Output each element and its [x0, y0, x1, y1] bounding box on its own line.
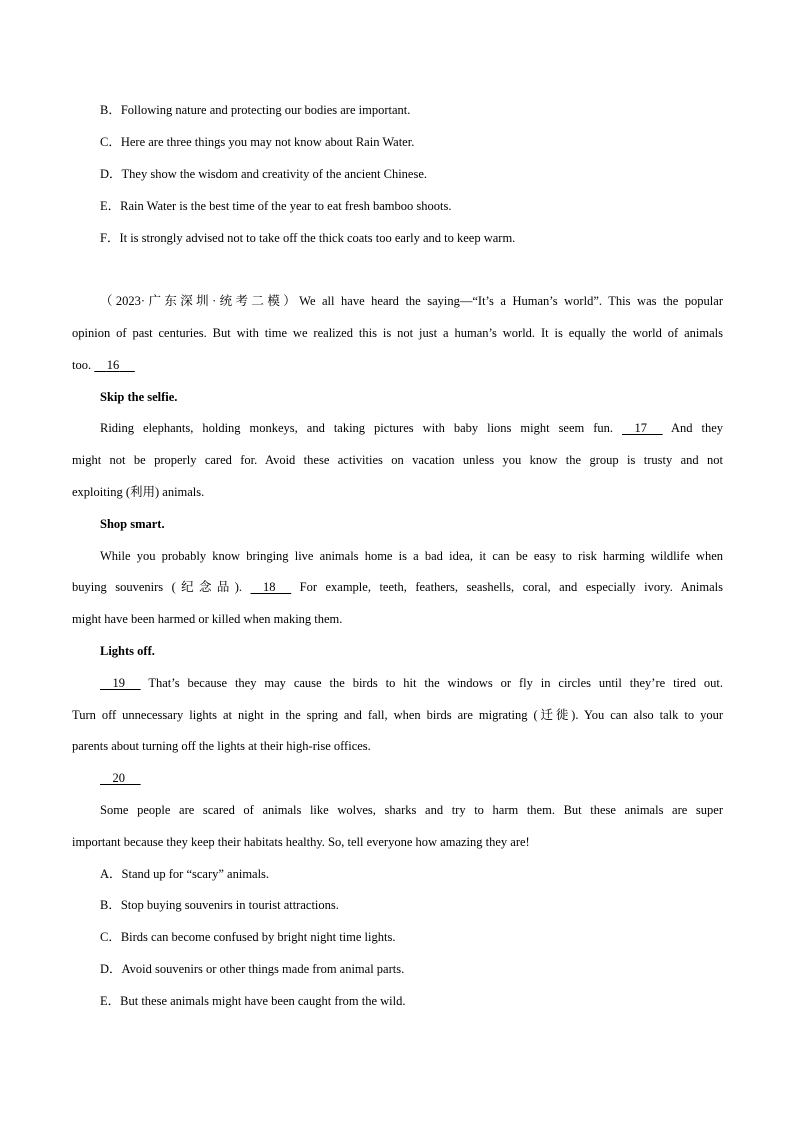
- p1-line-3: exploiting (利用) animals.: [72, 485, 205, 499]
- passage-intro-line-1: [100, 293, 723, 309]
- p4-line-2: important because they keep their habitats healthy. So, tell everyone how amazing they are!: [72, 835, 530, 849]
- blank-17[interactable]: 17: [634, 421, 648, 435]
- p1-line-1: Riding elephants, holding monkeys, and taking pictures with baby lions might seem fun. 17 And they: [100, 421, 723, 435]
- p3-line-2: Turn off unnecessary lights at night in the spring and fall, when birds are migrating (迁徙). You can also talk to your: [72, 708, 723, 722]
- blank-16[interactable]: 16: [106, 358, 120, 372]
- p1-line-2: might not be properly cared for. Avoid these activities on vacation unless you know the group is trusty and not: [72, 453, 723, 467]
- blank-18[interactable]: 18: [263, 580, 276, 594]
- heading-lights-off: Lights off.: [100, 644, 155, 658]
- option-c: C．Birds can become confused by bright night time lights.: [100, 930, 396, 944]
- intro-text-1: We all have heard the saying—“It’s a Human’s world”. This was the popular: [299, 294, 723, 308]
- p3-line-1: 19 That’s because they may cause the birds to hit the windows or fly in circles until they’re tired out.: [100, 675, 723, 691]
- p3-line-3: parents about turning off the lights at their high-rise offices.: [72, 739, 371, 753]
- option-c-prev: C．Here are three things you may not know about Rain Water.: [100, 135, 415, 149]
- p2-line-3: might have been harmed or killed when making them.: [72, 612, 343, 626]
- passage-intro-line-2: opinion of past centuries. But with time we realized this is not just a human’s world. It is equally the world of animals: [72, 326, 723, 340]
- option-b-prev: B．Following nature and protecting our bodies are important.: [100, 103, 411, 117]
- heading-shop-smart: Shop smart.: [100, 517, 165, 531]
- option-d-prev: D．They show the wisdom and creativity of the ancient Chinese.: [100, 167, 428, 181]
- p2-line-2: buying souvenirs (纪念品). 18 For example, teeth, feathers, seashells, coral, and especially ivory. Animals: [72, 580, 723, 594]
- option-e-prev: E．Rain Water is the best time of the year to eat fresh bamboo shoots.: [100, 199, 452, 213]
- p4-line-1: Some people are scared of animals like wolves, sharks and try to harm them. But these animals are super: [100, 803, 723, 817]
- option-e: E．But these animals might have been caught from the wild.: [100, 994, 406, 1008]
- option-f-prev: F．It is strongly advised not to take off the thick coats too early and to keep warm.: [100, 231, 516, 245]
- passage-intro-line-3: [72, 357, 135, 373]
- option-a: A．Stand up for “scary” animals.: [100, 867, 270, 881]
- option-d: D．Avoid souvenirs or other things made from animal parts.: [100, 962, 405, 976]
- intro-text-3: too.: [72, 358, 92, 372]
- blank-19[interactable]: 19: [112, 676, 125, 690]
- blank-20[interactable]: 20: [112, 771, 125, 785]
- p2-line-1: While you probably know bringing live animals home is a bad idea, it can be easy to risk harming wildlife when: [100, 549, 723, 563]
- passage-source: （2023·广东深圳·统考二模）: [100, 294, 300, 308]
- heading-skip-selfie: Skip the selfie.: [100, 390, 178, 404]
- blank-20-line: [100, 770, 141, 786]
- option-b: B．Stop buying souvenirs in tourist attractions.: [100, 898, 339, 912]
